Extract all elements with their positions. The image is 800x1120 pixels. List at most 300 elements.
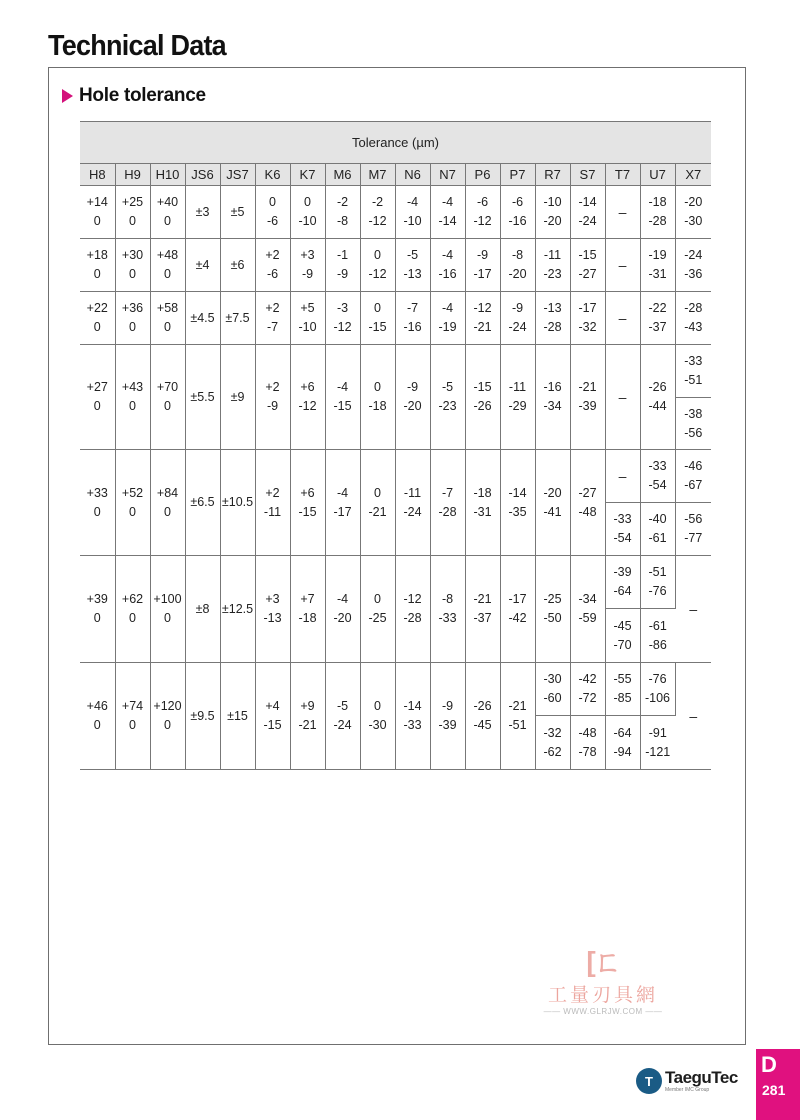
cell-value: +70 <box>156 380 179 394</box>
table-row <box>80 663 711 716</box>
cell-value: 0 <box>93 267 101 281</box>
table-cell <box>570 450 605 556</box>
cell-value: ±9.5 <box>190 708 215 723</box>
cell-value: ±3 <box>195 204 210 219</box>
cell-value: -48 <box>578 725 597 740</box>
table-cell <box>80 292 115 345</box>
cell-value: 0 <box>129 399 136 413</box>
cell-value: -45 <box>613 618 632 633</box>
table-cell <box>500 663 535 770</box>
table-cell <box>185 186 220 239</box>
table-cell <box>185 663 220 770</box>
cell-value: 0 <box>129 718 136 732</box>
table-cell <box>640 503 675 556</box>
cell-value: -18 <box>473 485 492 500</box>
table-cell <box>605 716 640 770</box>
table-cell <box>290 239 325 292</box>
cell-value: 0 <box>304 195 311 209</box>
cell-value: +2 <box>265 248 280 262</box>
cell-value: – <box>618 203 627 220</box>
cell-value: -14 <box>438 214 457 228</box>
cell-value: -33 <box>403 718 422 732</box>
table-cell <box>430 239 465 292</box>
cell-value: +2 <box>265 485 280 500</box>
table-cell <box>290 556 325 663</box>
table-cell <box>675 450 711 503</box>
cell-value: +25 <box>121 195 144 209</box>
table-cell <box>500 186 535 239</box>
table-cell <box>605 450 640 503</box>
cell-value: 0 <box>93 399 101 413</box>
table-cell <box>640 239 675 292</box>
table-cell <box>395 186 430 239</box>
cell-value: 0 <box>164 611 171 625</box>
cell-value: -7 <box>266 320 279 334</box>
cell-value: -8 <box>336 214 349 228</box>
cell-value: -37 <box>648 320 667 334</box>
page-title: Technical Data <box>48 30 226 62</box>
table-cell <box>290 292 325 345</box>
table-cell <box>220 450 255 556</box>
cell-value: -9 <box>511 301 524 315</box>
cell-value: -106 <box>644 691 671 705</box>
cell-value: -18 <box>298 611 317 625</box>
table-cell <box>500 345 535 450</box>
cell-value: -4 <box>406 195 419 209</box>
cell-value: 0 <box>129 504 136 519</box>
cell-value: -20 <box>403 399 422 413</box>
cell-value: -48 <box>578 504 597 519</box>
table-cell <box>255 239 290 292</box>
table-cell <box>640 292 675 345</box>
table-cell <box>465 663 500 770</box>
cell-value: -3 <box>336 301 349 315</box>
table-cell <box>535 716 570 770</box>
table-cell <box>395 556 430 663</box>
cell-value: -2 <box>371 195 384 209</box>
table-cell <box>220 239 255 292</box>
brand-name: TaeguTec <box>665 1068 738 1087</box>
table-cell <box>150 556 185 663</box>
table-cell <box>150 186 185 239</box>
table-cell <box>535 663 570 716</box>
table-cell <box>605 292 640 345</box>
table-cell <box>360 186 395 239</box>
cell-value: -39 <box>613 565 632 579</box>
cell-value: -17 <box>473 267 492 281</box>
table-cell <box>115 345 150 450</box>
table-row <box>80 239 711 292</box>
brand-logo <box>636 1068 738 1094</box>
cell-value: +74 <box>121 699 144 713</box>
table-cell <box>395 450 430 556</box>
watermark-logo-icon: [ㄈ <box>586 946 620 977</box>
column-header: N6 <box>395 164 430 186</box>
table-cell <box>150 663 185 770</box>
cell-value: -54 <box>613 531 632 545</box>
table-cell <box>255 186 290 239</box>
cell-value: -30 <box>543 672 562 686</box>
cell-value: 0 <box>374 301 381 315</box>
cell-value: -29 <box>508 399 527 413</box>
table-row <box>80 186 711 239</box>
cell-value: -2 <box>336 195 349 209</box>
cell-value: -4 <box>441 195 454 209</box>
cell-value: +84 <box>156 485 179 500</box>
cell-value: -17 <box>578 301 597 315</box>
table-cell <box>640 556 675 609</box>
cell-value: -43 <box>684 320 703 334</box>
cell-value: -32 <box>578 320 597 334</box>
table-cell <box>570 186 605 239</box>
cell-value: -56 <box>684 512 703 526</box>
table-cell <box>465 186 500 239</box>
table-cell <box>325 239 360 292</box>
table-cell <box>570 716 605 770</box>
cell-value: -14 <box>403 699 422 713</box>
cell-value: 0 <box>93 504 101 519</box>
cell-value: -28 <box>438 504 457 519</box>
table-cell <box>675 186 711 239</box>
cell-value: -5 <box>406 248 419 262</box>
table-cell <box>535 292 570 345</box>
cell-value: -42 <box>578 672 597 686</box>
cell-value: -60 <box>543 691 562 705</box>
table-cell <box>395 292 430 345</box>
cell-value: +33 <box>86 485 108 500</box>
table-cell <box>675 663 711 770</box>
cell-value: -22 <box>648 301 667 315</box>
cell-value: -12 <box>473 214 492 228</box>
table-cell <box>430 450 465 556</box>
cell-value: -12 <box>298 399 317 413</box>
table-cell <box>255 663 290 770</box>
cell-value: -14 <box>508 485 527 500</box>
cell-value: -56 <box>684 425 703 440</box>
cell-value: -4 <box>441 248 454 262</box>
cell-value: -42 <box>508 611 527 625</box>
table-cell <box>360 450 395 556</box>
cell-value: -27 <box>578 267 597 281</box>
table-cell <box>605 186 640 239</box>
cell-value: ±10.5 <box>221 495 254 509</box>
cell-value: -24 <box>403 504 422 519</box>
table-cell <box>430 186 465 239</box>
table-cell <box>675 556 711 663</box>
cell-value: -35 <box>508 504 527 519</box>
table-cell <box>290 663 325 770</box>
table-cell <box>290 450 325 556</box>
table-cell <box>360 556 395 663</box>
section-title: Hole tolerance <box>79 85 206 106</box>
cell-value: -51 <box>684 373 703 387</box>
table-cell <box>115 556 150 663</box>
cell-value: +43 <box>121 380 144 394</box>
table-cell <box>640 345 675 450</box>
cell-value: -85 <box>613 691 632 705</box>
cell-value: +27 <box>86 380 108 394</box>
column-header: JS6 <box>185 164 220 186</box>
cell-value: -31 <box>473 504 492 519</box>
cell-value: -15 <box>473 380 492 394</box>
cell-value: -33 <box>613 512 632 526</box>
table-cell <box>150 239 185 292</box>
cell-value: 0 <box>269 195 276 209</box>
table-cell <box>640 450 675 503</box>
cell-value: ±7.5 <box>225 310 250 325</box>
cell-value: +58 <box>156 301 179 315</box>
cell-value: -86 <box>648 637 667 652</box>
table-cell <box>290 345 325 450</box>
table-cell <box>640 186 675 239</box>
table-cell <box>185 556 220 663</box>
cell-value: 0 <box>374 592 381 606</box>
table-cell <box>605 609 640 663</box>
table-cell <box>675 239 711 292</box>
cell-value: -45 <box>473 718 492 732</box>
cell-value: -91 <box>648 725 667 740</box>
cell-value: ±6.5 <box>190 495 215 509</box>
cell-value: -6 <box>511 195 524 209</box>
cell-value: -21 <box>473 592 492 606</box>
cell-value: -6 <box>266 214 279 228</box>
cell-value: -39 <box>438 718 457 732</box>
table-cell <box>80 345 115 450</box>
cell-value: -4 <box>336 592 349 606</box>
cell-value: -24 <box>333 718 352 732</box>
column-header: R7 <box>535 164 570 186</box>
cell-value: -77 <box>684 531 703 545</box>
cell-value: -36 <box>684 267 703 281</box>
cell-value: -13 <box>543 301 562 315</box>
table-row <box>80 292 711 345</box>
cell-value: -38 <box>684 406 703 421</box>
table-cell <box>570 556 605 663</box>
cell-value: -15 <box>333 399 352 413</box>
cell-value: 0 <box>93 718 101 732</box>
table-cell <box>535 556 570 663</box>
column-header: H9 <box>115 164 150 186</box>
table-cell <box>185 292 220 345</box>
cell-value: -26 <box>473 699 492 713</box>
cell-value: -19 <box>438 320 457 334</box>
cell-value: -10 <box>298 214 317 228</box>
table-cell <box>115 450 150 556</box>
cell-value: -39 <box>578 399 597 413</box>
table-cell <box>535 450 570 556</box>
table-cell <box>360 292 395 345</box>
table-cell <box>185 450 220 556</box>
cell-value: -12 <box>473 301 492 315</box>
table-cell <box>395 239 430 292</box>
column-header: K7 <box>290 164 325 186</box>
table-cell <box>150 450 185 556</box>
table-cell <box>185 345 220 450</box>
cell-value: -21 <box>473 320 492 334</box>
cell-value: -59 <box>578 611 597 625</box>
cell-value: -18 <box>368 399 387 413</box>
table-cell <box>80 450 115 556</box>
cell-value: +36 <box>121 301 144 315</box>
section-tab <box>756 1049 800 1120</box>
table-cell <box>430 663 465 770</box>
cell-value: -76 <box>648 584 667 598</box>
cell-value: 0 <box>164 504 171 519</box>
table-cell <box>675 503 711 556</box>
cell-value: +4 <box>265 699 280 713</box>
cell-value: -16 <box>403 320 422 334</box>
table-cell <box>500 556 535 663</box>
table-cell <box>220 556 255 663</box>
cell-value: -26 <box>473 399 492 413</box>
column-header: M7 <box>360 164 395 186</box>
cell-value: ±9 <box>230 389 245 404</box>
cell-value: +2 <box>265 380 280 394</box>
table-cell <box>115 186 150 239</box>
table-cell <box>325 186 360 239</box>
cell-value: ±5 <box>230 204 245 219</box>
table-cell <box>150 292 185 345</box>
cell-value: +39 <box>86 592 108 606</box>
cell-value: -28 <box>403 611 422 625</box>
cell-value: -21 <box>368 504 387 519</box>
cell-value: -7 <box>441 485 454 500</box>
cell-value: -33 <box>648 459 667 473</box>
cell-value: -25 <box>543 592 562 606</box>
cell-value: – <box>689 600 698 617</box>
table-cell <box>500 239 535 292</box>
cell-value: -13 <box>263 611 282 625</box>
cell-value: -24 <box>508 320 527 334</box>
table-cell <box>535 186 570 239</box>
cell-value: ±12.5 <box>221 601 254 616</box>
table-row <box>80 450 711 503</box>
column-header: P7 <box>500 164 535 186</box>
cell-value: -16 <box>543 380 562 394</box>
table-cell <box>640 663 675 716</box>
cell-value: -9 <box>266 399 279 413</box>
cell-value: -8 <box>511 248 524 262</box>
cell-value: +18 <box>86 248 108 262</box>
table-row <box>80 556 711 609</box>
table-cell <box>325 292 360 345</box>
cell-value: -17 <box>508 592 527 606</box>
cell-value: -13 <box>403 267 422 281</box>
table-cell <box>360 345 395 450</box>
tolerance-table <box>80 121 711 770</box>
cell-value: -61 <box>648 618 667 633</box>
cell-value: -9 <box>441 699 454 713</box>
cell-value: +30 <box>121 248 144 262</box>
table-cell <box>605 239 640 292</box>
cell-value: -30 <box>368 718 387 732</box>
watermark <box>538 940 668 1016</box>
cell-value: – <box>618 467 627 484</box>
cell-value: 0 <box>93 320 101 334</box>
table-cell <box>465 556 500 663</box>
table-cell <box>325 556 360 663</box>
cell-value: 0 <box>129 214 136 228</box>
cell-value: -20 <box>543 485 562 500</box>
table-cell <box>640 716 675 770</box>
table-cell <box>185 239 220 292</box>
cell-value: -72 <box>578 691 597 705</box>
table-cell <box>605 556 640 609</box>
cell-value: -23 <box>543 267 562 281</box>
brand-mark-icon: T <box>636 1068 662 1094</box>
table-cell <box>80 556 115 663</box>
cell-value: +9 <box>300 699 315 713</box>
tolerance-group-header: Tolerance (µm) <box>80 122 711 164</box>
cell-value: -20 <box>543 214 562 228</box>
cell-value: ±4 <box>195 257 210 272</box>
table-cell <box>325 345 360 450</box>
cell-value: -16 <box>438 267 457 281</box>
column-header: H8 <box>80 164 115 186</box>
cell-value: +52 <box>121 485 144 500</box>
cell-value: +6 <box>300 380 315 394</box>
cell-value: -64 <box>613 584 632 598</box>
table-cell <box>360 239 395 292</box>
cell-value: 0 <box>93 214 101 228</box>
cell-value: -31 <box>648 267 667 281</box>
cell-value: -11 <box>508 380 527 394</box>
cell-value: -20 <box>333 611 352 625</box>
table-cell <box>570 345 605 450</box>
cell-value: -14 <box>578 195 597 209</box>
table-cell <box>255 345 290 450</box>
cell-value: -7 <box>406 301 419 315</box>
cell-value: -64 <box>613 725 632 740</box>
cell-value: -78 <box>578 744 597 759</box>
table-cell <box>430 556 465 663</box>
cell-value: -8 <box>441 592 454 606</box>
table-cell <box>465 239 500 292</box>
table-cell <box>80 239 115 292</box>
cell-value: -6 <box>476 195 489 209</box>
table-cell <box>430 345 465 450</box>
table-cell <box>115 239 150 292</box>
table-cell <box>220 292 255 345</box>
cell-value: +100 <box>153 592 182 606</box>
cell-value: -23 <box>438 399 457 413</box>
table-cell <box>220 345 255 450</box>
table-cell <box>500 450 535 556</box>
cell-value: -62 <box>543 744 562 759</box>
cell-value: ±15 <box>227 708 248 723</box>
cell-value: -15 <box>368 320 387 334</box>
cell-value: +14 <box>86 195 108 209</box>
cell-value: 0 <box>164 718 171 732</box>
cell-value: 0 <box>164 267 171 281</box>
cell-value: -20 <box>508 267 527 281</box>
table-cell <box>675 345 711 398</box>
cell-value: -94 <box>613 744 632 759</box>
table-cell <box>605 503 640 556</box>
cell-value: -12 <box>368 267 387 281</box>
cell-value: ±4.5 <box>190 310 215 325</box>
cell-value: -15 <box>578 248 597 262</box>
cell-value: -4 <box>441 301 454 315</box>
cell-value: -37 <box>473 611 492 625</box>
cell-value: +5 <box>300 301 315 315</box>
cell-value: -51 <box>508 718 527 732</box>
cell-value: -15 <box>298 504 317 519</box>
cell-value: -10 <box>298 320 317 334</box>
cell-value: ±5.5 <box>190 389 215 404</box>
brand-subtitle: Member IMC Group <box>665 1087 710 1093</box>
cell-value: -76 <box>648 672 667 686</box>
